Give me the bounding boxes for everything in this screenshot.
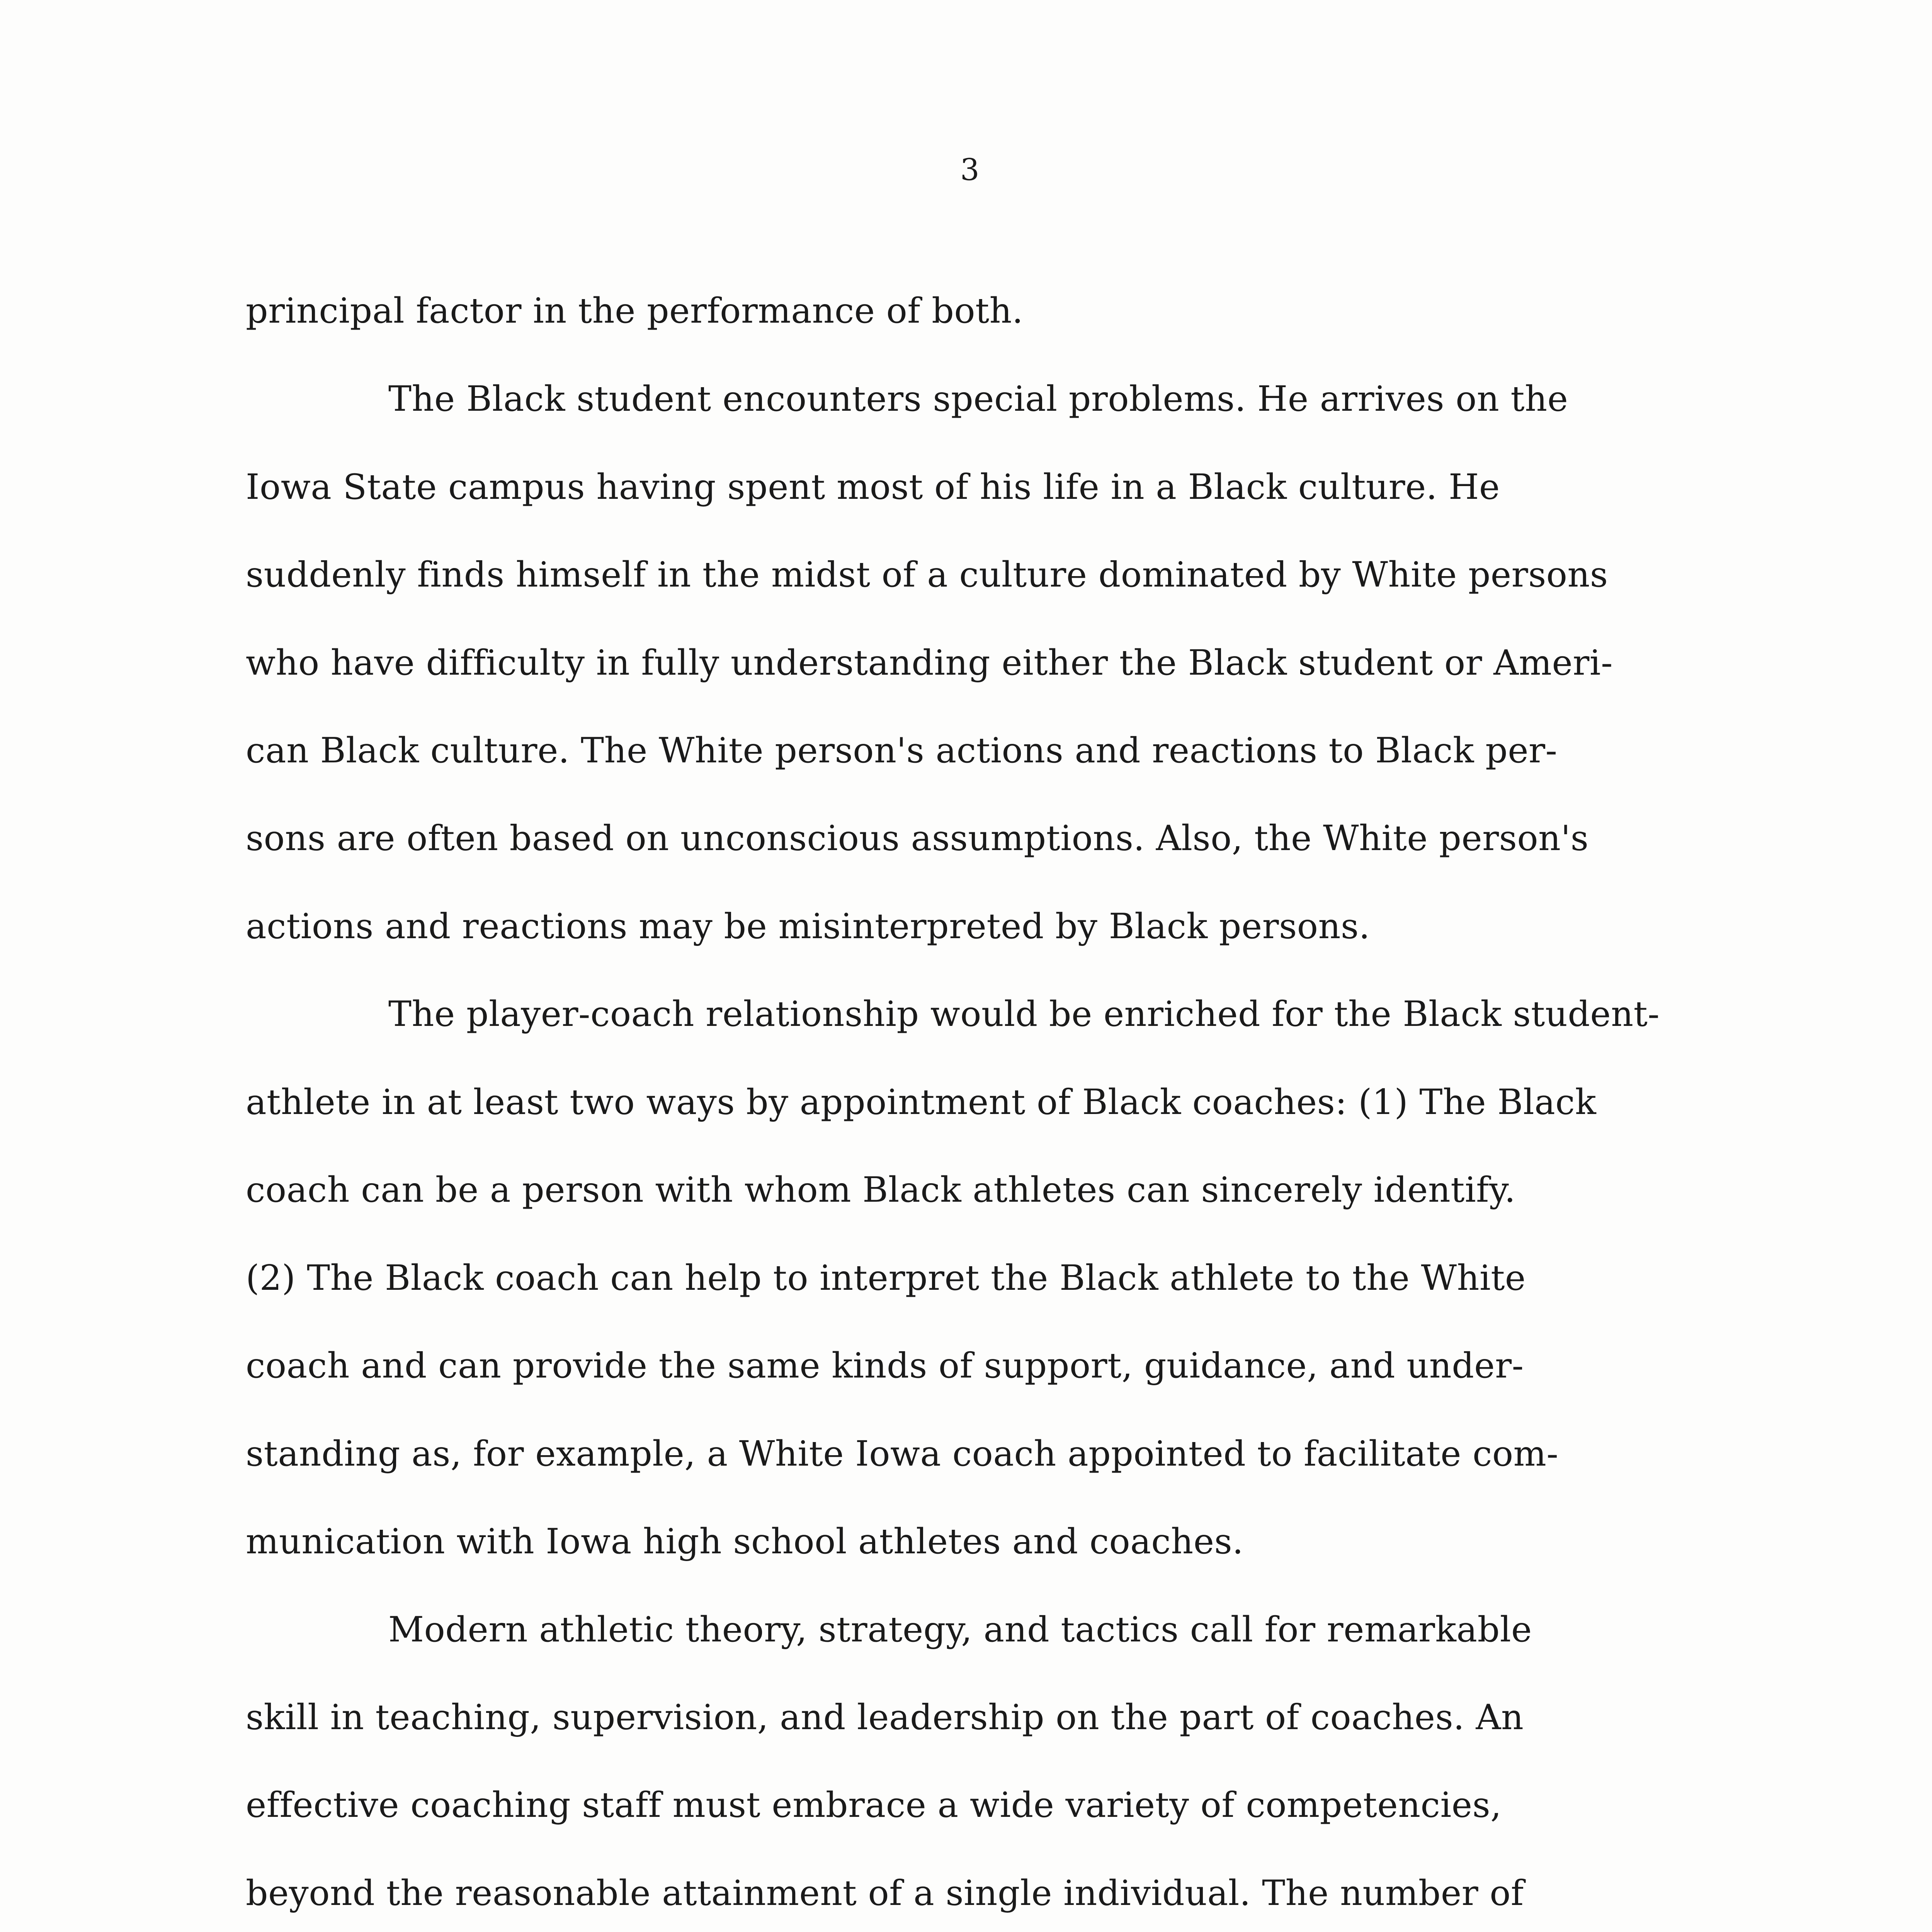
text-line-14: standing as, for example, a White Iowa coach appointed to facilitate com- — [246, 1434, 1559, 1474]
text-line-5: who have difficulty in fully understanding either the Black student or Ameri- — [246, 643, 1613, 683]
text-line-15: munication with Iowa high school athletes and coaches. — [246, 1521, 1244, 1562]
text-line-7: sons are often based on unconscious assumptions. Also, the White person's — [246, 818, 1589, 859]
text-line-17: skill in teaching, supervision, and leadership on the part of coaches. An — [246, 1697, 1524, 1738]
text-line-12: (2) The Black coach can help to interpret the Black athlete to the White — [246, 1258, 1526, 1298]
text-line-16: Modern athletic theory, strategy, and tactics call for remarkable — [388, 1609, 1532, 1650]
text-line-8: actions and reactions may be misinterpreted by Black persons. — [246, 906, 1370, 947]
text-line-19: beyond the reasonable attainment of a single individual. The number of — [246, 1873, 1524, 1913]
text-line-18: effective coaching staff must embrace a wide variety of competencies, — [246, 1785, 1502, 1825]
text-line-13: coach and can provide the same kinds of support, guidance, and under- — [246, 1345, 1524, 1386]
text-line-3: Iowa State campus having spent most of his life in a Black culture. He — [246, 467, 1500, 507]
page-number: 3 — [960, 153, 980, 187]
text-line-9: The player-coach relationship would be enriched for the Black student- — [388, 994, 1660, 1034]
text-line-6: can Black culture. The White person's actions and reactions to Black per- — [246, 730, 1558, 771]
text-line-11: coach can be a person with whom Black athletes can sincerely identify. — [246, 1170, 1516, 1210]
text-line-1: principal factor in the performance of both. — [246, 291, 1024, 331]
text-line-4: suddenly finds himself in the midst of a culture dominated by White persons — [246, 554, 1608, 595]
text-line-2: The Black student encounters special problems. He arrives on the — [388, 379, 1568, 419]
text-line-10: athlete in at least two ways by appointment of Black coaches: (1) The Black — [246, 1082, 1597, 1122]
